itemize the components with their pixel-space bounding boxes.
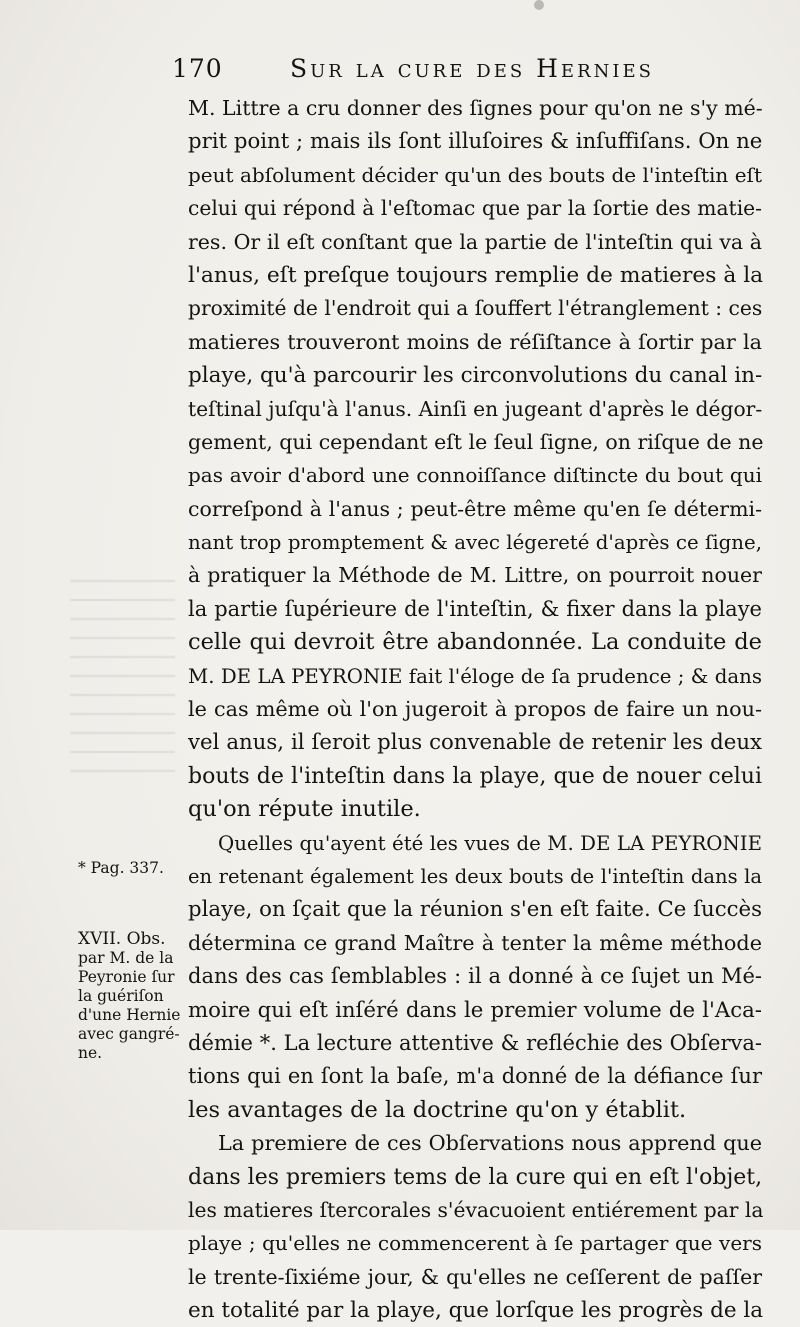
text-line: Quelles qu'ayent été les vues de M. DE LA PEYRONIE (218, 831, 762, 855)
main-text (188, 92, 762, 1327)
show-through-text (70, 580, 175, 780)
text-line: peut abſolument décider qu'un des bouts de l'inteſtin eſt (188, 162, 762, 187)
text-line: prit point ; mais ils ſont illuſoires & inſuffiſans. On ne (188, 129, 763, 155)
text-line: les matieres ſtercorales s'évacuoient entiérement par la (188, 1197, 764, 1222)
margin-note-line: la guériſon (78, 987, 164, 1005)
text-line: l'anus, eſt preſque toujours remplie de matieres à la (188, 262, 764, 288)
text-line: vel anus, il ſeroit plus convenable de retenir les deux (188, 730, 762, 756)
text-line: pas avoir d'abord une connoiſſance diſtincte du bout qui (188, 463, 762, 488)
text-line: playe ; qu'elles ne commencerent à ſe partager que vers (188, 1231, 762, 1256)
text-line: La premiere de ces Obſervations nous apprend que (218, 1131, 762, 1156)
text-line: res. Or il eſt conſtant que la partie de l'inteſtin qui va à (188, 229, 762, 254)
text-line: les avantages de la doctrine qu'on y établit. (188, 1096, 687, 1123)
text-line: celle qui devroit être abandonnée. La conduite de (188, 629, 762, 656)
text-line: démie *. La lecture attentive & refléchie des Obſerva- (188, 1030, 762, 1055)
margin-note-line: ne. (78, 1044, 103, 1062)
text-line: la partie ſupérieure de l'inteſtin, & fixer dans la playe (188, 596, 762, 621)
margin-note-line: XVII. Obs. (78, 929, 166, 949)
text-line: en totalité par la playe, que lorſque les progrès de la (188, 1298, 764, 1324)
text-line: le cas même où l'on jugeroit à propos de faire un nou- (188, 697, 762, 722)
text-line: nant trop promptement & avec légereté d'après ce ſigne, (188, 531, 762, 555)
running-title: Sur la cure des Hernies (290, 54, 654, 83)
margin-footnote-reference: * Pag. 337. (78, 859, 164, 877)
margin-note-line: Peyronie ſur (78, 968, 175, 986)
margin-observation-note (78, 930, 183, 1063)
margin-note-line: avec gangré- (78, 1025, 180, 1043)
text-line: bouts de l'inteſtin dans la playe, que de nouer celui (188, 763, 762, 789)
text-line: M. DE LA PEYRONIE fait l'éloge de ſa prudence ; & dans (188, 664, 762, 688)
text-line: le trente-ſixiéme jour, & qu'elles ne ceſſerent de paſſer (188, 1264, 762, 1289)
text-line: dans des cas ſemblables : il a donné à ce ſujet un Mé- (188, 964, 762, 989)
text-line: moire qui eſt inſéré dans le premier volume de l'Aca- (188, 997, 762, 1023)
text-line: tions qui en ſont la baſe, m'a donné de la défiance ſur (188, 1064, 762, 1089)
running-head (172, 54, 772, 94)
text-line: celui qui répond à l'eſtomac que par la ſortie des matie- (188, 196, 762, 221)
margin-note-line: d'une Hernie (78, 1006, 181, 1024)
text-line: détermina ce grand Maître à tenter la même méthode (188, 930, 762, 955)
text-line: qu'on répute inutile. (188, 796, 421, 823)
text-line: dans les premiers tems de la cure qui en eſt l'objet, (188, 1164, 763, 1190)
text-line: gement, qui cependant eſt le ſeul ſigne, on riſque de ne (188, 429, 764, 454)
text-line: en retenant également les deux bouts de l'inteſtin dans la (188, 864, 762, 888)
text-line: playe, qu'à parcourir les circonvolutions du canal in- (188, 363, 763, 389)
text-line: playe, on ſçait que la réunion s'en eſt faite. Ce ſuccès (188, 897, 762, 923)
text-line: teſtinal juſqu'à l'anus. Ainſi en jugeant d'après le dégor- (188, 396, 763, 421)
text-line: matieres trouveront moins de réſiſtance à ſortir par la (188, 329, 762, 354)
ink-speck (534, 0, 544, 10)
margin-note-line: par M. de la (78, 949, 174, 967)
page-number: 170 (172, 54, 223, 83)
text-line: à pratiquer la Méthode de M. Littre, on pourroit nouer (188, 563, 762, 588)
text-line: M. Littre a cru donner des ſignes pour qu'on ne s'y mé- (188, 96, 763, 120)
text-line: correſpond à l'anus ; peut-être même qu'en ſe détermi- (188, 496, 762, 521)
text-line: proximité de l'endroit qui a ſouffert l'étranglement : ces (188, 296, 763, 321)
